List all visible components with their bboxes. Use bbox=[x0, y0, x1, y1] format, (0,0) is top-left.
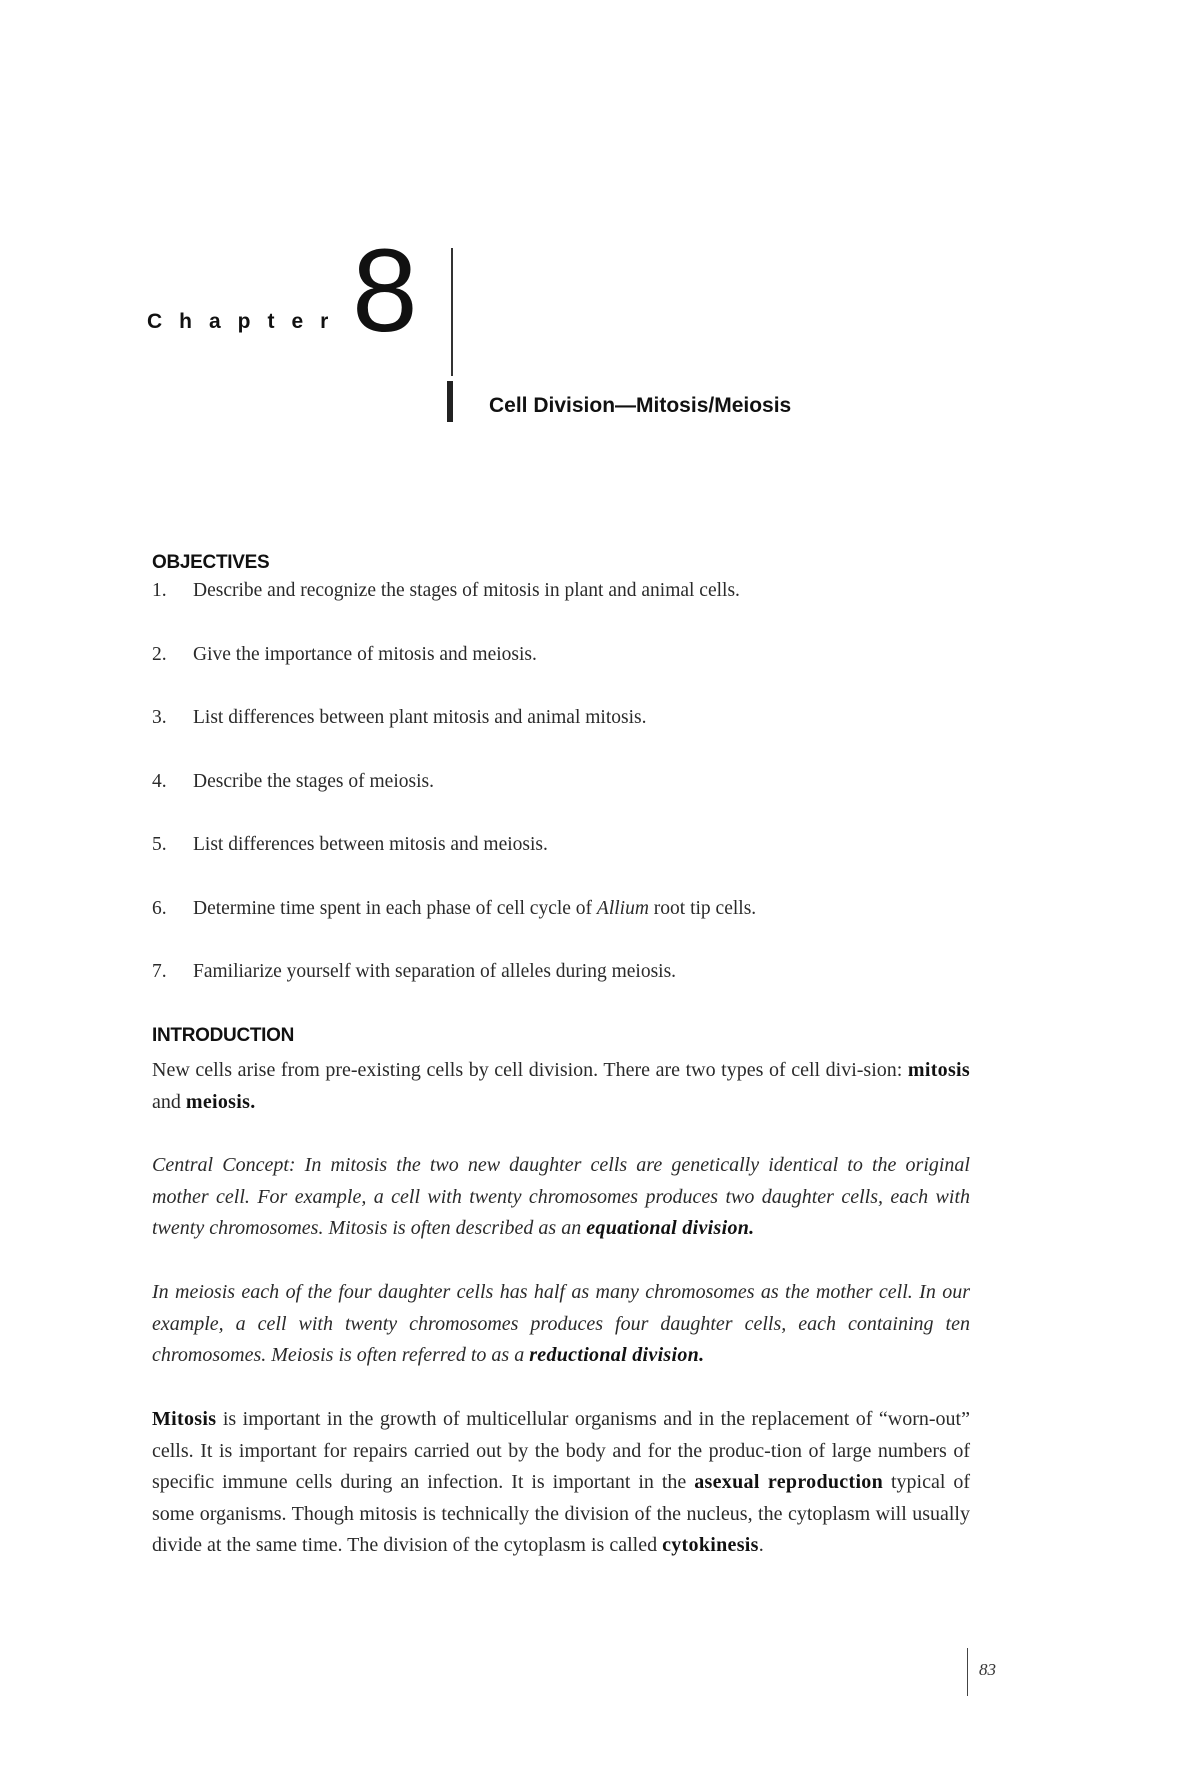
objective-item bbox=[152, 898, 982, 962]
paragraph-text: typical of some organisms. Though mitosis is technically the division of the nucleus, the cytoplasm will usually divide at the same time. The division of the cytoplasm is called bbox=[152, 1471, 970, 1556]
objective-number: 5. bbox=[152, 834, 167, 855]
central-concept-paragraph bbox=[152, 1150, 970, 1245]
objective-number: 4. bbox=[152, 770, 167, 792]
objective-text-part: root tip cells. bbox=[648, 897, 757, 919]
objective-text: List differences between plant mitosis and animal mitosis. bbox=[193, 707, 647, 728]
term-mitosis: Mitosis bbox=[152, 1408, 217, 1430]
objective-number: 7. bbox=[152, 961, 167, 982]
objective-item bbox=[152, 707, 982, 771]
intro-paragraph-1 bbox=[152, 1055, 970, 1118]
objectives-heading: OBJECTIVES bbox=[152, 552, 270, 573]
chapter-rule-thick bbox=[447, 381, 453, 422]
term-meiosis: meiosis. bbox=[185, 1090, 256, 1113]
objective-text: List differences between mitosis and meiosis. bbox=[193, 834, 548, 855]
chapter-label: Chapter bbox=[147, 310, 346, 333]
species-name: Allium bbox=[596, 897, 649, 919]
paragraph-text: New cells arise from pre-existing cells by cell division. There are two types of cell divi-sion: bbox=[152, 1059, 908, 1081]
introduction-heading: INTRODUCTION bbox=[152, 1025, 295, 1046]
objective-item bbox=[152, 644, 982, 708]
objective-item bbox=[152, 961, 982, 1025]
objective-text: Familiarize yourself with separation of alleles during meiosis. bbox=[193, 961, 677, 982]
term-reductional-division: reductional division. bbox=[529, 1344, 705, 1366]
objective-item bbox=[152, 834, 982, 898]
term-equational-division: equational division. bbox=[586, 1217, 755, 1239]
objective-text-part: Determine time spent in each phase of cell cycle of bbox=[193, 897, 597, 919]
paragraph-text: Central Concept: In mitosis the two new daughter cells are genetically identical to the original mother cell. For example, a cell with twenty chromosomes produces two daughter cells, each with twenty chromosomes. Mitosis is often described as an bbox=[152, 1154, 970, 1239]
objective-item bbox=[152, 580, 982, 644]
objective-text: Describe and recognize the stages of mitosis in plant and animal cells. bbox=[193, 580, 740, 601]
paragraph-text: and bbox=[152, 1090, 186, 1113]
objectives-list bbox=[152, 580, 982, 1025]
mitosis-importance-paragraph bbox=[152, 1404, 970, 1562]
objective-text bbox=[193, 898, 756, 920]
chapter-rule-thin bbox=[451, 248, 453, 376]
objective-item bbox=[152, 771, 982, 835]
folio-rule bbox=[967, 1648, 968, 1696]
term-cytokinesis: cytokinesis bbox=[662, 1534, 759, 1556]
objective-text: Describe the stages of meiosis. bbox=[193, 770, 434, 792]
objective-text: Give the importance of mitosis and meiosis. bbox=[193, 643, 537, 665]
paragraph-text: In meiosis each of the four daughter cells has half as many chromosomes as the mother cell. In our example, a cell with twenty chromosomes produces four daughter cells, each containing ten chromosomes. Meiosis is often referred to as a bbox=[152, 1281, 970, 1366]
objective-number: 2. bbox=[152, 643, 167, 665]
paragraph-text: is important in the growth of multicellular organisms and in the replacement of “worn-out” cells. It is important for repairs carried out by the body and for the produc-tion of large numbers of specific immune cells during an infection. It is important in the bbox=[152, 1408, 970, 1493]
paragraph-text: . bbox=[758, 1534, 764, 1556]
meiosis-paragraph bbox=[152, 1277, 970, 1372]
chapter-title: Cell Division—Mitosis/Meiosis bbox=[489, 394, 792, 417]
objective-number: 3. bbox=[152, 707, 167, 728]
objective-number: 1. bbox=[152, 580, 167, 601]
objective-number: 6. bbox=[152, 897, 167, 919]
term-asexual-reproduction: asexual reproduction bbox=[694, 1471, 884, 1493]
chapter-number: 8 bbox=[352, 225, 418, 357]
term-mitosis: mitosis bbox=[907, 1059, 970, 1081]
page-number: 83 bbox=[979, 1660, 996, 1679]
